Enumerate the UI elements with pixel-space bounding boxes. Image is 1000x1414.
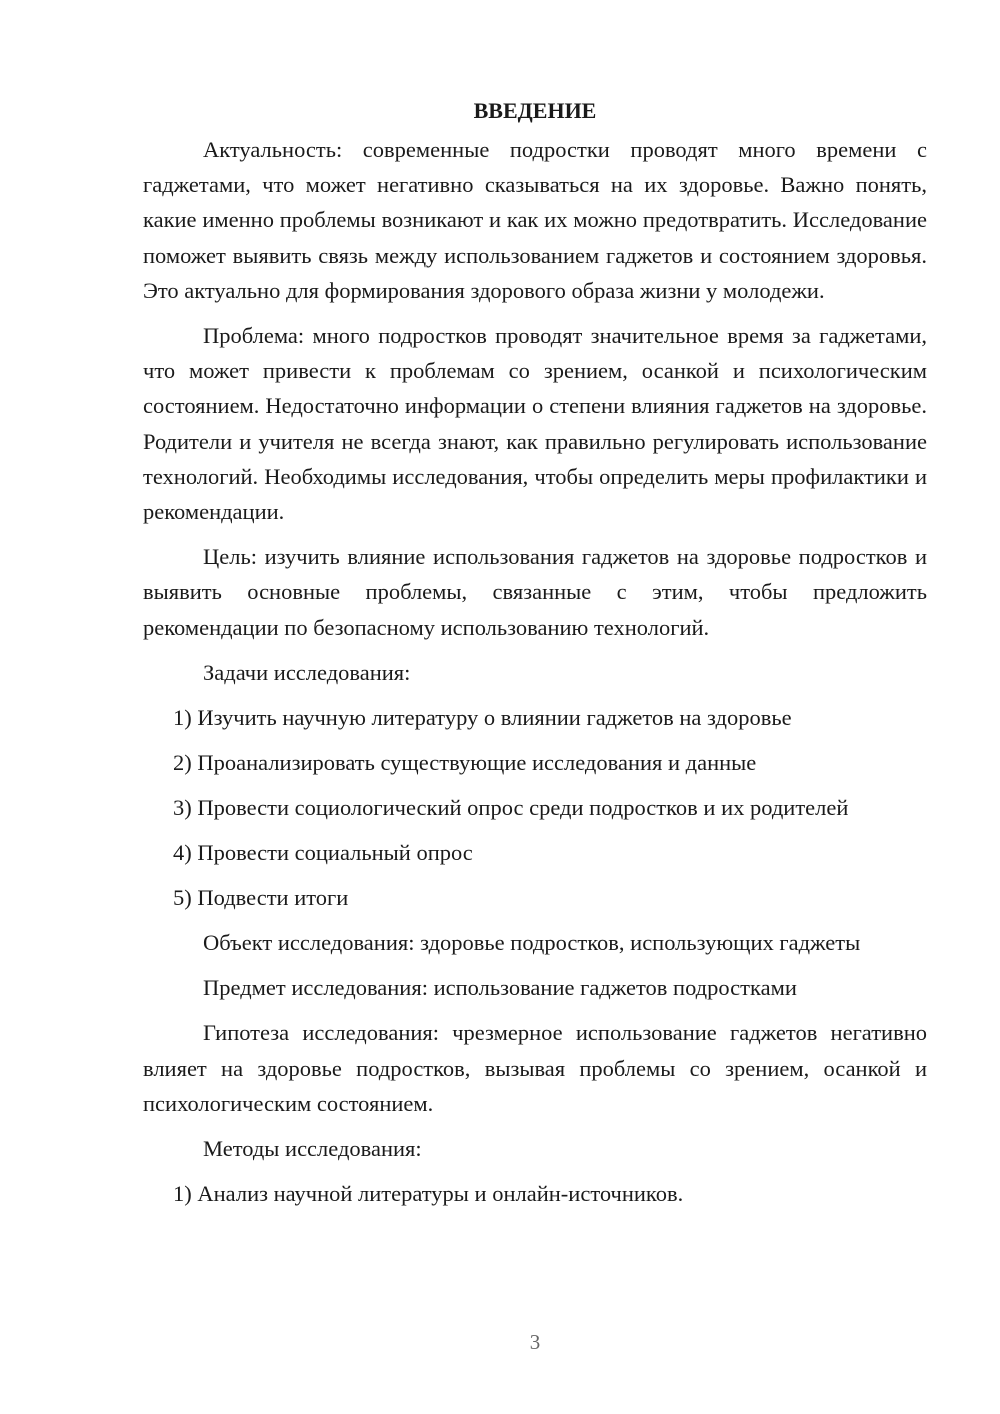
task-item-1: 1) Изучить научную литературу о влиянии гаджетов на здоровье bbox=[173, 705, 792, 731]
relevance-paragraph: Актуальность: современные подростки проводят много времени с гаджетами, что может негативно сказываться на их здоровье. Важно понять, какие именно проблемы возникают и как их можно предотвратить. Исследование поможет выявить связь между использованием гаджетов и состоянием здоровья. Это актуально для формирования здорового образа жизни у молодежи. bbox=[143, 137, 927, 303]
goal-paragraph: Цель: изучить влияние использования гаджетов на здоровье подростков и выявить основные проблемы, связанные с этим, чтобы предложить рекомендации по безопасному использованию технологий. bbox=[143, 544, 927, 640]
methods-heading: Методы исследования: bbox=[203, 1136, 422, 1162]
subject-paragraph: Предмет исследования: использование гаджетов подростками bbox=[203, 975, 797, 1001]
tasks-heading: Задачи исследования: bbox=[203, 659, 411, 685]
problem-paragraph: Проблема: много подростков проводят значительное время за гаджетами, что может привести к проблемам со зрением, осанкой и психологическим состоянием. Недостаточно информации о степени влияния гаджетов на здоровье. Родители и учителя не всегда знают, как правильно регулировать использование технологий. Необходимы исследования, чтобы определить меры профилактики и рекомендации. bbox=[143, 323, 927, 525]
hypothesis-paragraph: Гипотеза исследования: чрезмерное использование гаджетов негативно влияет на здоровье подростков, вызывая проблемы со зрением, осанкой и психологическим состоянием. bbox=[143, 1020, 927, 1116]
object-paragraph: Объект исследования: здоровье подростков, использующих гаджеты bbox=[203, 930, 861, 956]
task-item-2: 2) Проанализировать существующие исследования и данные bbox=[173, 750, 757, 776]
method-item-1: 1) Анализ научной литературы и онлайн-источников. bbox=[173, 1181, 684, 1207]
task-item-5: 5) Подвести итоги bbox=[173, 885, 349, 911]
page-number: 3 bbox=[529, 1330, 541, 1354]
task-item-3: 3) Провести социологический опрос среди подростков и их родителей bbox=[173, 795, 849, 821]
page-content bbox=[143, 94, 927, 1221]
page-title: ВВЕДЕНИЕ bbox=[473, 98, 597, 123]
task-item-4: 4) Провести социальный опрос bbox=[173, 840, 473, 866]
